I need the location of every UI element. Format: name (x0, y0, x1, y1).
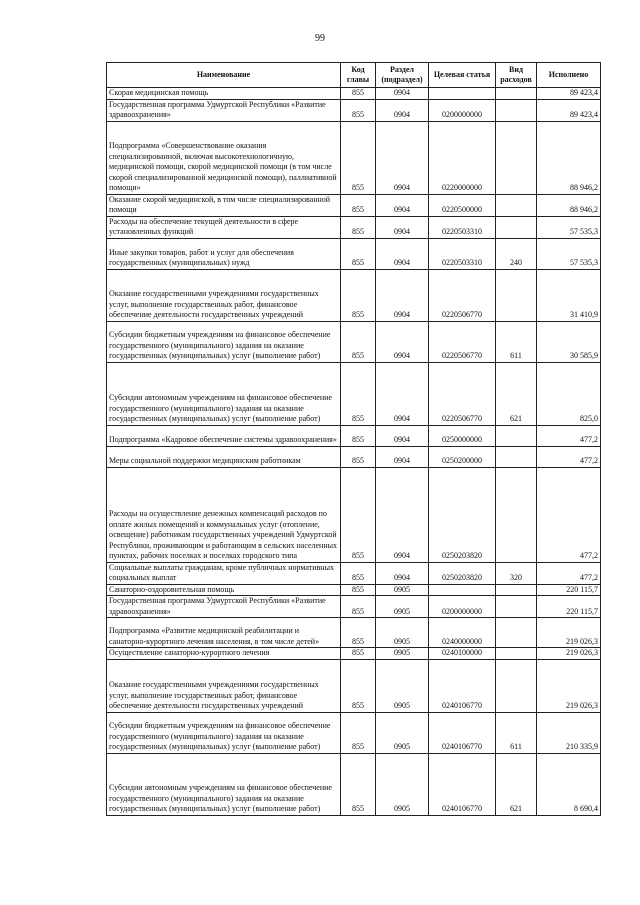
row-target: 0240106770 (429, 659, 496, 712)
row-target: 0250203820 (429, 467, 496, 562)
header-expense-type: Вид расходов (496, 63, 537, 88)
expenditure-table (106, 62, 601, 816)
header-name: Наименование (107, 63, 341, 88)
row-executed: 220 115,7 (537, 596, 601, 618)
row-executed: 8 690,4 (537, 753, 601, 815)
table-row (107, 659, 601, 712)
row-code: 855 (341, 425, 376, 446)
row-expense-type: 611 (496, 712, 537, 753)
table-row (107, 562, 601, 584)
row-section: 0905 (376, 618, 429, 648)
table-row (107, 194, 601, 216)
table-row (107, 88, 601, 100)
row-name: Расходы на обеспечение текущей деятельности в сфере установленных функций (107, 216, 341, 238)
row-code: 855 (341, 584, 376, 596)
row-executed: 825,0 (537, 362, 601, 425)
row-expense-type: 621 (496, 362, 537, 425)
row-section: 0904 (376, 321, 429, 362)
row-section: 0905 (376, 584, 429, 596)
row-section: 0904 (376, 99, 429, 121)
row-code: 855 (341, 99, 376, 121)
row-executed: 219 026,3 (537, 618, 601, 648)
row-executed: 219 026,3 (537, 648, 601, 660)
row-executed: 31 410,9 (537, 269, 601, 321)
header-code: Код главы (341, 63, 376, 88)
row-target: 0200000000 (429, 99, 496, 121)
row-section: 0904 (376, 121, 429, 194)
row-name: Осуществление санаторно-курортного лечения (107, 648, 341, 660)
row-name: Расходы на осуществление денежных компенсаций расходов по оплате жилых помещений и коммунальных услуг (отопление, освещение) работникам государственных учреждений Удмуртской Республики, проживающим и работающим в сельских населенных пунктах, рабочих поселках и поселках городского типа (107, 467, 341, 562)
row-section: 0904 (376, 238, 429, 269)
row-expense-type: 611 (496, 321, 537, 362)
row-section: 0905 (376, 753, 429, 815)
table-row (107, 618, 601, 648)
row-name: Подпрограмма «Развитие медицинской реабилитации и санаторно-курортного лечения населения, в том числе детей» (107, 618, 341, 648)
row-section: 0904 (376, 467, 429, 562)
row-name: Оказание государственными учреждениями государственных услуг, выполнение государственных работ, финансовое обеспечение деятельности государственных учреждений (107, 659, 341, 712)
page-number: 99 (315, 33, 325, 44)
header-target: Целевая статья (429, 63, 496, 88)
row-name: Скорая медицинская помощь (107, 88, 341, 100)
table-row (107, 99, 601, 121)
row-expense-type (496, 446, 537, 467)
row-target: 0220000000 (429, 121, 496, 194)
row-expense-type (496, 99, 537, 121)
table-row (107, 321, 601, 362)
table-row (107, 648, 601, 660)
row-code: 855 (341, 446, 376, 467)
row-target: 0250000000 (429, 425, 496, 446)
row-code: 855 (341, 753, 376, 815)
row-target: 0240100000 (429, 648, 496, 660)
row-expense-type (496, 584, 537, 596)
row-expense-type (496, 618, 537, 648)
row-section: 0904 (376, 88, 429, 100)
row-target: 0220503310 (429, 216, 496, 238)
row-code: 855 (341, 562, 376, 584)
row-code: 855 (341, 596, 376, 618)
row-executed: 477,2 (537, 467, 601, 562)
row-name: Социальные выплаты гражданам, кроме публичных нормативных социальных выплат (107, 562, 341, 584)
table-row (107, 753, 601, 815)
row-executed: 88 946,2 (537, 121, 601, 194)
row-code: 855 (341, 194, 376, 216)
row-section: 0905 (376, 659, 429, 712)
row-section: 0904 (376, 446, 429, 467)
table-header-row (107, 63, 601, 88)
table-row (107, 121, 601, 194)
row-code: 855 (341, 648, 376, 660)
table-row (107, 467, 601, 562)
table-row (107, 712, 601, 753)
row-section: 0904 (376, 362, 429, 425)
table-row (107, 216, 601, 238)
row-target: 0220503310 (429, 238, 496, 269)
row-target: 0220506770 (429, 321, 496, 362)
header-executed: Исполнено (537, 63, 601, 88)
row-expense-type (496, 269, 537, 321)
table-row (107, 238, 601, 269)
table-row (107, 584, 601, 596)
row-target: 0200000000 (429, 596, 496, 618)
row-section: 0904 (376, 562, 429, 584)
row-executed: 57 535,3 (537, 238, 601, 269)
row-executed: 477,2 (537, 425, 601, 446)
row-target: 0250200000 (429, 446, 496, 467)
row-expense-type (496, 216, 537, 238)
row-executed: 89 423,4 (537, 88, 601, 100)
row-name: Подпрограмма «Совершенствование оказания специализированной, включая высокотехнологичную, медицинской помощи, скорой медицинской помощи (в том числе скорой специализированной медицинской помощи), паллиативной помощи» (107, 121, 341, 194)
row-name: Оказание государственными учреждениями государственных услуг, выполнение государственных работ, финансовое обеспечение деятельности государственных учреждений (107, 269, 341, 321)
row-section: 0905 (376, 712, 429, 753)
row-target (429, 88, 496, 100)
table-row (107, 425, 601, 446)
row-code: 855 (341, 659, 376, 712)
row-expense-type (496, 88, 537, 100)
row-executed: 220 115,7 (537, 584, 601, 596)
row-executed: 210 335,9 (537, 712, 601, 753)
row-code: 855 (341, 467, 376, 562)
row-expense-type (496, 648, 537, 660)
row-section: 0904 (376, 194, 429, 216)
row-executed: 477,2 (537, 562, 601, 584)
row-code: 855 (341, 121, 376, 194)
row-name: Субсидии бюджетным учреждениям на финансовое обеспечение государственного (муниципального) задания на оказание государственных (муниципальных) услуг (выполнение работ) (107, 712, 341, 753)
row-expense-type (496, 425, 537, 446)
table-row (107, 269, 601, 321)
table-row (107, 362, 601, 425)
row-code: 855 (341, 269, 376, 321)
row-target: 0240106770 (429, 753, 496, 815)
table-row (107, 446, 601, 467)
row-code: 855 (341, 216, 376, 238)
row-name: Иные закупки товаров, работ и услуг для обеспечения государственных (муниципальных) нужд (107, 238, 341, 269)
row-name: Субсидии автономным учреждениям на финансовое обеспечение государственного (муниципального) задания на оказание государственных (муниципальных) услуг (выполнение работ) (107, 362, 341, 425)
row-name: Субсидии автономным учреждениям на финансовое обеспечение государственного (муниципального) задания на оказание государственных (муниципальных) услуг (выполнение работ) (107, 753, 341, 815)
row-section: 0904 (376, 216, 429, 238)
row-executed: 89 423,4 (537, 99, 601, 121)
row-executed: 219 026,3 (537, 659, 601, 712)
row-section: 0904 (376, 269, 429, 321)
row-code: 855 (341, 238, 376, 269)
row-expense-type (496, 121, 537, 194)
row-executed: 57 535,3 (537, 216, 601, 238)
row-name: Оказание скорой медицинской, в том числе специализированной помощи (107, 194, 341, 216)
row-section: 0904 (376, 425, 429, 446)
row-section: 0905 (376, 596, 429, 618)
row-target: 0240106770 (429, 712, 496, 753)
row-expense-type (496, 194, 537, 216)
row-executed: 30 585,9 (537, 321, 601, 362)
row-code: 855 (341, 321, 376, 362)
row-name: Субсидии бюджетным учреждениям на финансовое обеспечение государственного (муниципального) задания на оказание государственных (муниципальных) услуг (выполнение работ) (107, 321, 341, 362)
row-section: 0905 (376, 648, 429, 660)
row-name: Подпрограмма «Кадровое обеспечение системы здравоохранения» (107, 425, 341, 446)
row-expense-type: 240 (496, 238, 537, 269)
row-code: 855 (341, 712, 376, 753)
row-expense-type: 621 (496, 753, 537, 815)
row-code: 855 (341, 618, 376, 648)
row-expense-type (496, 659, 537, 712)
row-name: Государственная программа Удмуртской Республики «Развитие здравоохранения» (107, 99, 341, 121)
row-target (429, 584, 496, 596)
header-section: Раздел (подраздел) (376, 63, 429, 88)
row-name: Меры социальной поддержки медицинским работникам (107, 446, 341, 467)
row-executed: 477,2 (537, 446, 601, 467)
row-target: 0250203820 (429, 562, 496, 584)
row-executed: 88 946,2 (537, 194, 601, 216)
row-target: 0220506770 (429, 362, 496, 425)
row-name: Государственная программа Удмуртской Республики «Развитие здравоохранения» (107, 596, 341, 618)
row-code: 855 (341, 88, 376, 100)
table-row (107, 596, 601, 618)
row-code: 855 (341, 362, 376, 425)
row-target: 0240000000 (429, 618, 496, 648)
row-target: 0220500000 (429, 194, 496, 216)
row-name: Санаторно-оздоровительная помощь (107, 584, 341, 596)
row-expense-type: 320 (496, 562, 537, 584)
row-expense-type (496, 596, 537, 618)
row-expense-type (496, 467, 537, 562)
row-target: 0220506770 (429, 269, 496, 321)
